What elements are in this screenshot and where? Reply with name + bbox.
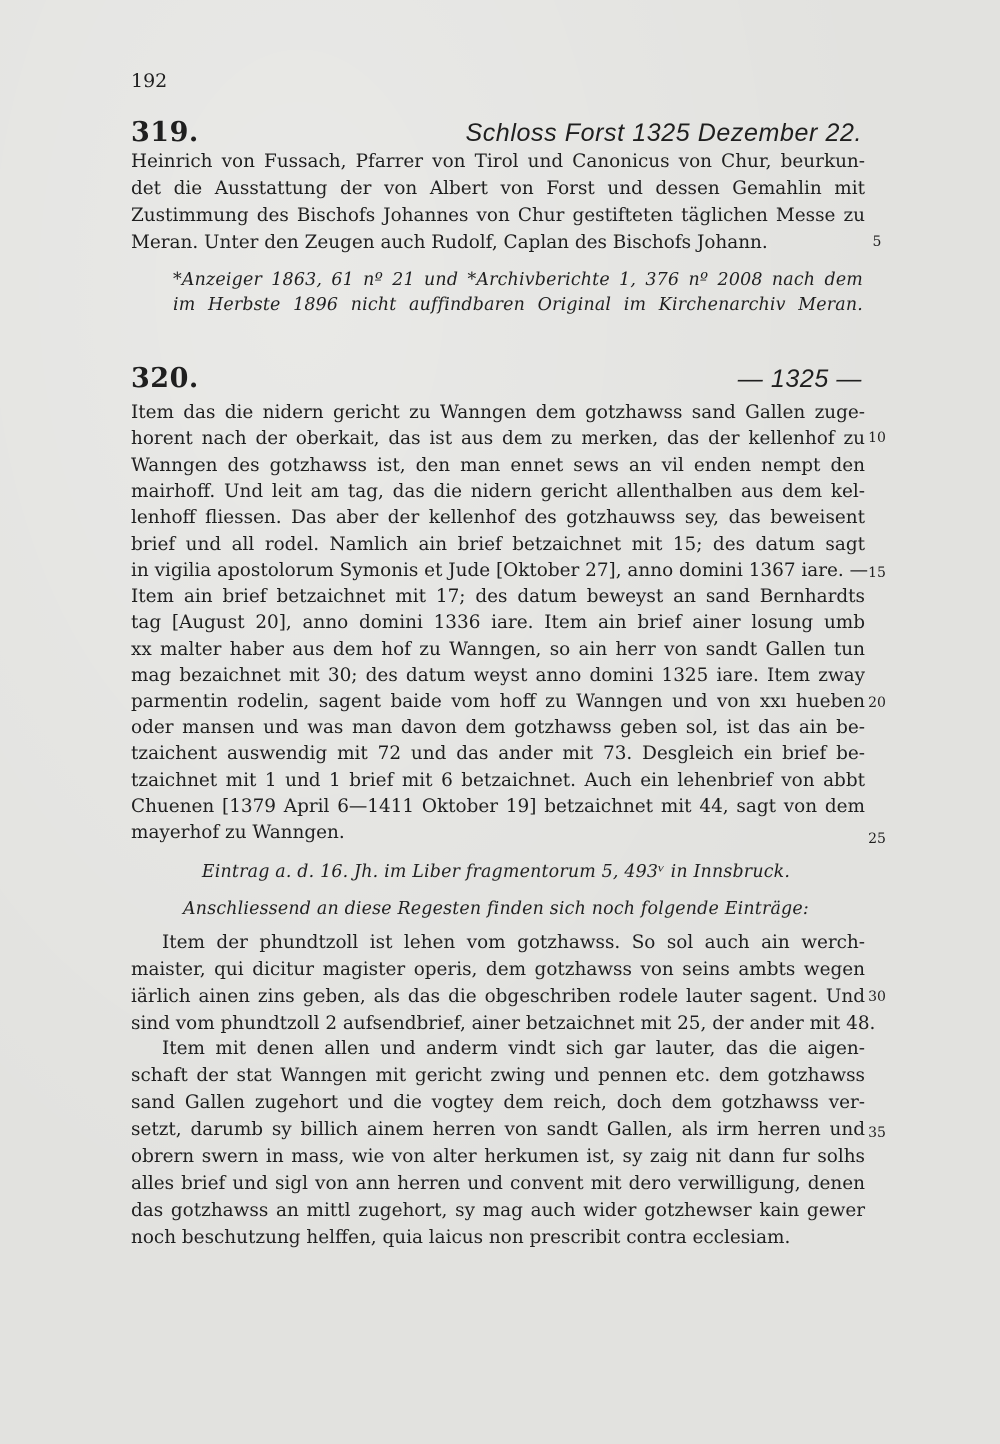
doc-320-text-line: in vigilia apostolorum Symonis et Jude [Oktober 27], anno domini 1367 iare. — xyxy=(131,560,868,581)
page-number: 192 xyxy=(131,70,168,92)
doc-320-text-line: horent nach der oberkait, das ist aus dem zu merken, das der kellenhof zu xyxy=(131,428,865,449)
doc-320-text-line: maister, qui dicitur magister operis, dem gotzhawss von seins ambts wegen xyxy=(131,959,865,980)
doc-319-text-line: Heinrich von Fussach, Pfarrer von Tirol und Canonicus von Chur, beurkun- xyxy=(131,151,865,172)
doc-319-text-line: det die Ausstattung der von Albert von Forst und dessen Gemahlin mit xyxy=(131,178,865,199)
line-number: 20 xyxy=(868,695,886,711)
doc-320-text-line: mayerhof zu Wanngen. xyxy=(131,822,345,843)
doc-320-text-line: brief und all rodel. Namlich ain brief betzaichnet mit 15; des datum sagt xyxy=(131,534,865,555)
doc-320-text-line: Item der phundtzoll ist lehen vom gotzhawss. So sol auch ain werch- xyxy=(162,932,865,953)
doc-320-note: Anschliessend an diese Regesten finden sich noch folgende Einträge: xyxy=(183,899,809,919)
doc-320-text-line: schaft der stat Wanngen mit gericht zwing und pennen etc. dem gotzhawss xyxy=(131,1065,865,1086)
doc-320-text-line: Item mit denen allen und anderm vindt sich gar lauter, das die aigen- xyxy=(162,1038,865,1059)
doc-320-text-line: das gotzhawss an mittl zugehort, sy mag auch wider gotzhewser kain gewer xyxy=(131,1200,865,1221)
doc-320-text-line: sand Gallen zugehort und die vogtey dem reich, doch dem gotzhawss ver- xyxy=(131,1092,865,1113)
doc-320-number: 320. xyxy=(131,363,199,394)
doc-320-source: Eintrag a. d. 16. Jh. im Liber fragmentorum 5, 493ᵛ in Innsbruck. xyxy=(201,862,791,882)
doc-320-header xyxy=(131,363,862,397)
doc-320-text-line: iärlich ainen zins geben, als das die obgeschriben rodele lauter sagent. Und xyxy=(131,986,865,1007)
line-number: 15 xyxy=(868,565,886,581)
doc-319-text-line: Meran. Unter den Zeugen auch Rudolf, Caplan des Bischofs Johann. xyxy=(131,232,768,253)
doc-320-text-line: setzt, darumb sy billich ainem herren von sandt Gallen, als irm herren und xyxy=(131,1119,865,1140)
doc-320-text-line: tzaichnet mit 1 und 1 brief mit 6 betzaichnet. Auch ein lehenbrief von abbt xyxy=(131,770,865,791)
doc-320-text-line: obrern swern in mass, wie von alter herkumen ist, sy zaig nit dann fur solhs xyxy=(131,1146,865,1167)
doc-320-text-line: Item ain brief betzaichnet mit 17; des datum beweyst an sand Bernhardts xyxy=(131,586,865,607)
line-number: 5 xyxy=(872,234,882,250)
doc-320-text-line: mairhoff. Und leit am tag, das die nidern gericht allenthalben aus dem kel- xyxy=(131,481,865,502)
doc-320-text-line: Wanngen des gotzhawss ist, den man ennet sews an vil enden nempt den xyxy=(131,455,865,476)
doc-319-text-line: Zustimmung des Bischofs Johannes von Chur gestifteten täglichen Messe zu xyxy=(131,205,865,226)
doc-320-text-line: lenhoff fliessen. Das aber der kellenhof des gotzhauwss sey, das beweisent xyxy=(131,507,865,528)
doc-319-source-line: *Anzeiger 1863, 61 nº 21 und *Archivberichte 1, 376 nº 2008 nach dem xyxy=(173,270,863,290)
doc-320-text-line: noch beschutzung helffen, quia laicus non prescribit contra ecclesiam. xyxy=(131,1227,791,1248)
doc-320-text-line: Item das die nidern gericht zu Wanngen dem gotzhawss sand Gallen zuge- xyxy=(131,402,865,423)
doc-320-text-line: oder mansen und was man davon dem gotzhawss geben sol, ist das ain be- xyxy=(131,717,865,738)
doc-320-text-line: xx malter haber aus dem hof zu Wanngen, so ain herr von sandt Gallen tun xyxy=(131,639,865,660)
line-number: 35 xyxy=(868,1125,886,1141)
doc-320-text-line: parmentin rodelin, sagent baide vom hoff zu Wanngen und von xxı hueben xyxy=(131,691,865,712)
doc-319-header xyxy=(131,117,862,151)
line-number: 25 xyxy=(868,831,886,847)
doc-319-place-date: Schloss Forst 1325 Dezember 22. xyxy=(465,119,862,147)
line-number: 30 xyxy=(868,989,886,1005)
doc-319-number: 319. xyxy=(131,117,199,148)
doc-320-text-line: mag bezaichnet mit 30; des datum weyst anno domini 1325 iare. Item zway xyxy=(131,665,865,686)
doc-319-source-line: im Herbste 1896 nicht auffindbaren Original im Kirchenarchiv Meran. xyxy=(173,295,863,315)
doc-320-date: — 1325 — xyxy=(737,365,862,393)
doc-320-text-line: alles brief und sigl von ann herren und convent mit dero verwilligung, denen xyxy=(131,1173,865,1194)
line-number: 10 xyxy=(868,430,886,446)
doc-320-text-line: tag [August 20], anno domini 1336 iare. Item ain brief ainer losung umb xyxy=(131,612,865,633)
doc-320-text-line: Chuenen [1379 April 6—1411 Oktober 19] betzaichnet mit 44, sagt von dem xyxy=(131,796,865,817)
doc-320-text-line: tzaichent auswendig mit 72 und das ander mit 73. Desgleich ein brief be- xyxy=(131,743,865,764)
doc-320-text-line: sind vom phundtzoll 2 aufsendbrief, ainer betzaichnet mit 25, der ander mit 48. xyxy=(131,1013,876,1034)
